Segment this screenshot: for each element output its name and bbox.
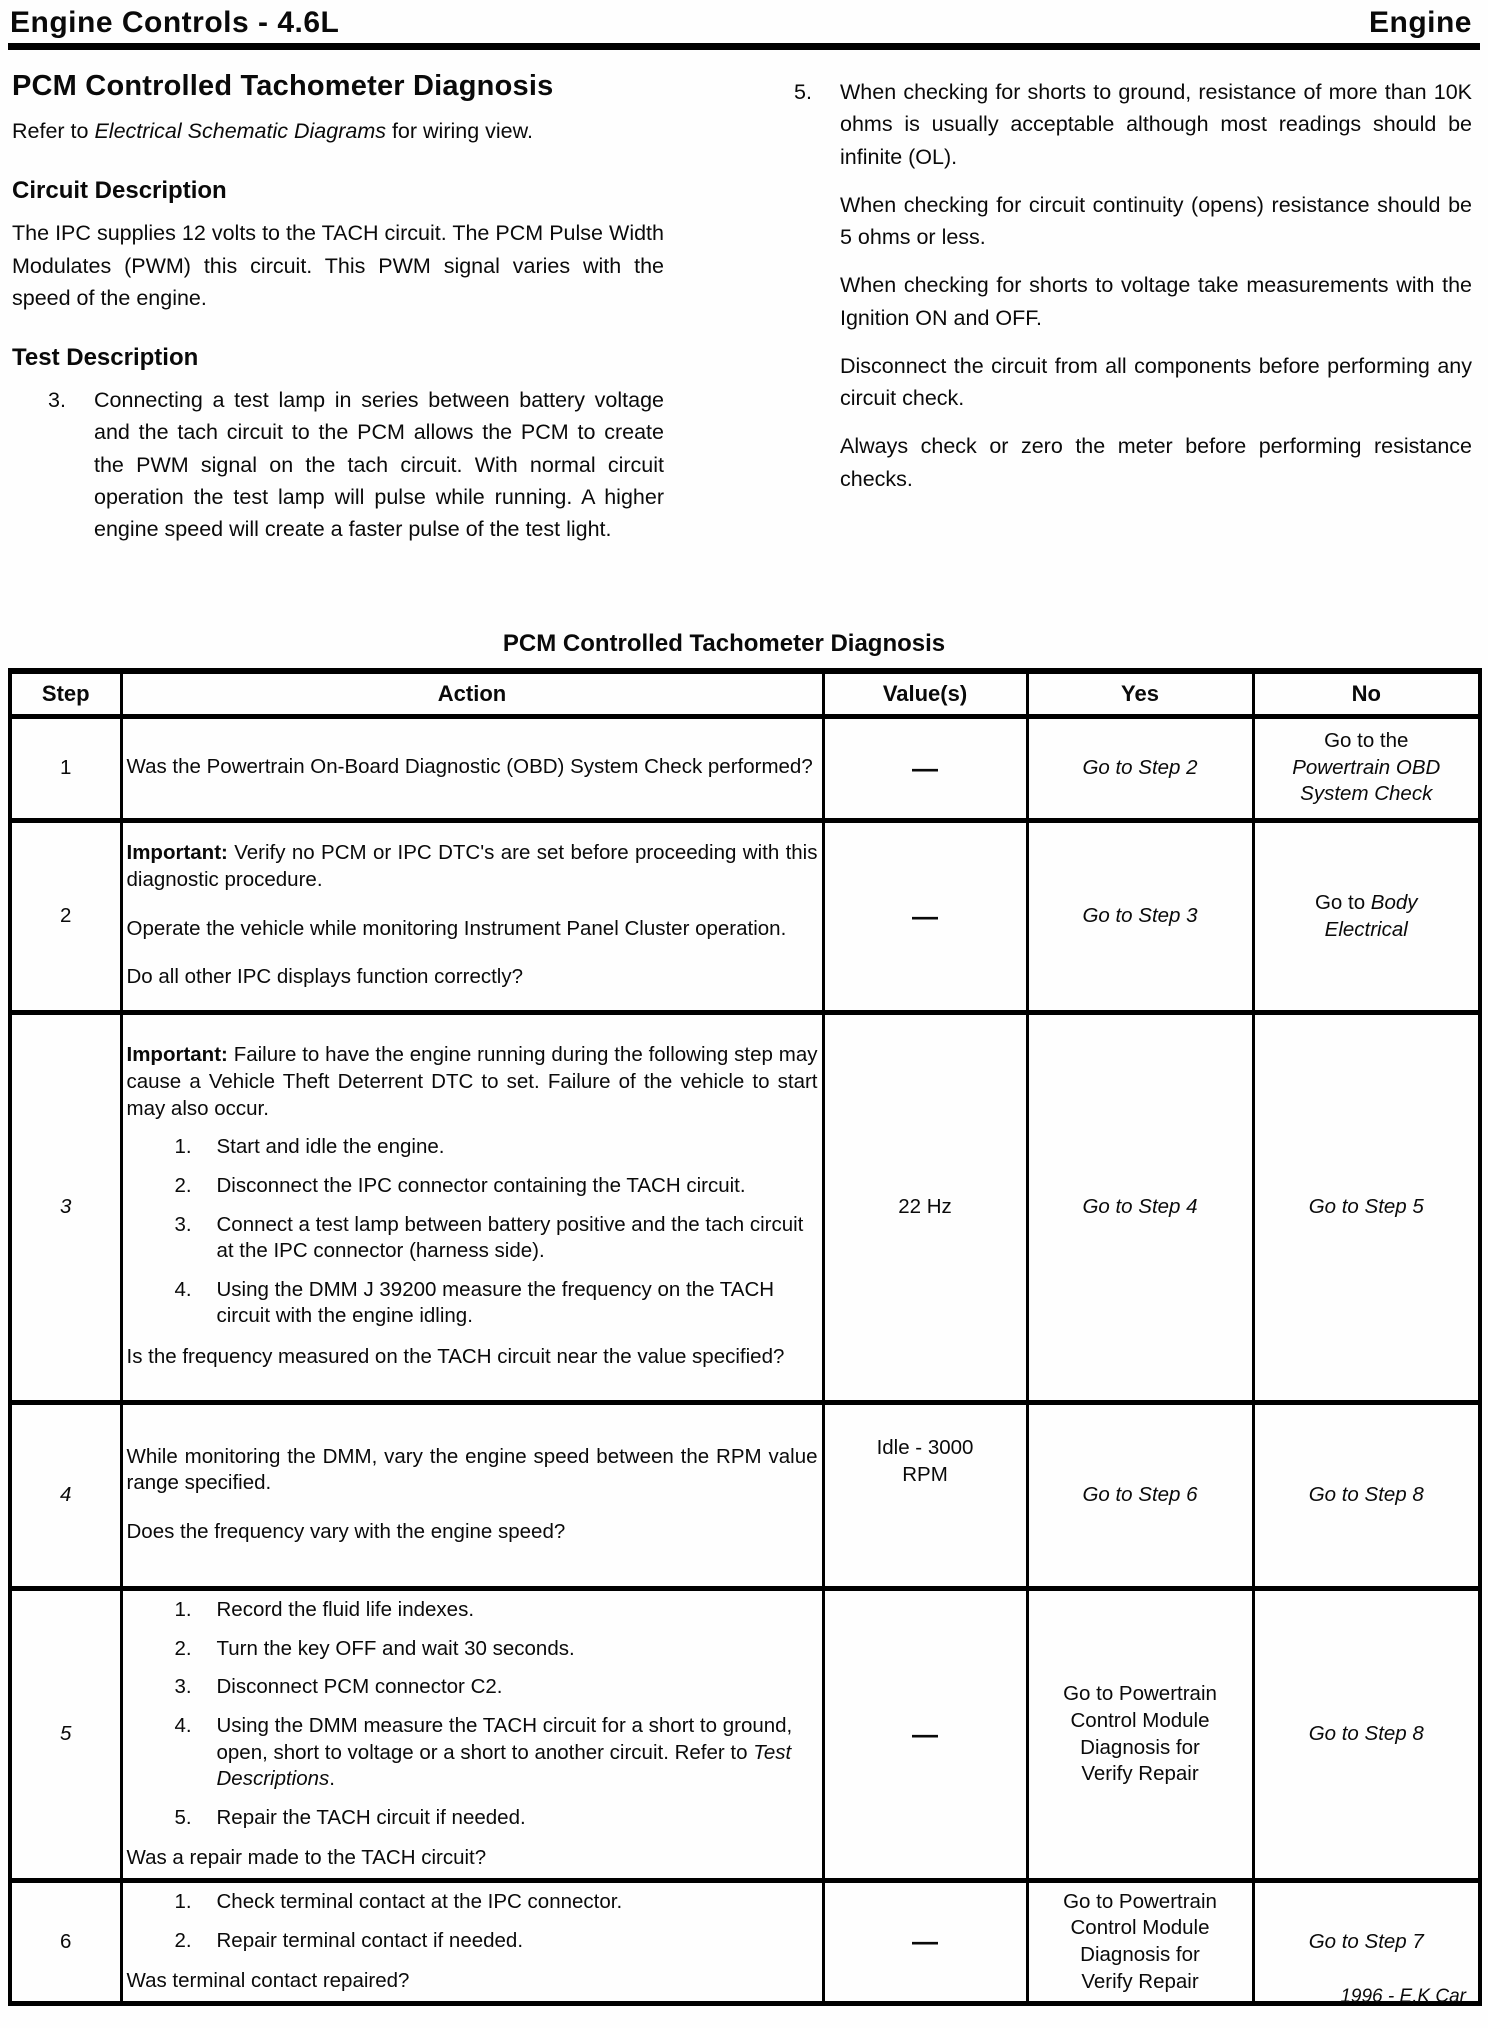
cell-step: 3 bbox=[10, 1013, 121, 1403]
table-row-step-4 bbox=[10, 1403, 1480, 1589]
goto-pre: Go to bbox=[1314, 890, 1371, 914]
intro-pre: Refer to bbox=[12, 119, 95, 143]
important-text: Verify no PCM or IPC DTC's are set before proceeding with this diagnostic procedure. bbox=[126, 841, 818, 891]
cell-yes bbox=[1027, 821, 1253, 1013]
action-question: Was the Powertrain On-Board Diagnostic (OBD) System Check performed? bbox=[126, 755, 813, 779]
list-number: 3. bbox=[174, 1675, 192, 1699]
list-number: 2. bbox=[174, 1928, 192, 1952]
notes-paragraphs bbox=[840, 76, 1472, 511]
page-header-left-title: Engine Controls - 4.6L bbox=[10, 6, 340, 39]
list-number: 3. bbox=[174, 1212, 192, 1236]
list-number: 4. bbox=[174, 1713, 192, 1737]
cell-value bbox=[823, 1881, 1027, 2004]
goto-line: Verify Repair bbox=[1081, 1969, 1199, 1993]
action-list-item bbox=[175, 1277, 818, 1330]
cell-yes bbox=[1027, 1013, 1253, 1403]
action-list-item bbox=[175, 1636, 818, 1663]
table-header-row bbox=[10, 671, 1480, 717]
cell-value bbox=[823, 1589, 1027, 1881]
cell-no bbox=[1253, 1013, 1480, 1403]
article-columns bbox=[0, 50, 1488, 610]
goto-destination: Body Electrical bbox=[1324, 890, 1418, 941]
value-line: RPM bbox=[902, 1462, 948, 1486]
goto-line: Go to Powertrain bbox=[1063, 1682, 1217, 1706]
goto-link: Go to Step 5 bbox=[1308, 1195, 1424, 1219]
page-header bbox=[0, 0, 1488, 40]
article-left-column bbox=[12, 62, 664, 610]
cell-action bbox=[121, 717, 823, 821]
goto-line: Verify Repair bbox=[1081, 1762, 1199, 1786]
goto-line: Powertrain OBD bbox=[1292, 755, 1441, 779]
cell-step: 5 bbox=[10, 1589, 121, 1881]
important-label: Important: bbox=[126, 841, 228, 865]
table-row-step-5 bbox=[10, 1589, 1480, 1881]
cell-step: 1 bbox=[10, 717, 121, 821]
notes-item-5 bbox=[794, 76, 1472, 511]
cell-yes bbox=[1027, 1881, 1253, 2004]
action-paragraph: Operate the vehicle while monitoring Instrument Panel Cluster operation. bbox=[126, 916, 787, 940]
action-list-item bbox=[175, 1713, 818, 1793]
list-text: Turn the key OFF and wait 30 seconds. bbox=[216, 1636, 575, 1660]
col-header-values: Value(s) bbox=[823, 671, 1027, 717]
cell-value bbox=[823, 1403, 1027, 1589]
cell-action bbox=[121, 821, 823, 1013]
action-list-item bbox=[175, 1597, 818, 1624]
list-text: Disconnect PCM connector C2. bbox=[216, 1675, 503, 1699]
list-number: 2. bbox=[174, 1636, 192, 1660]
goto-line: Diagnosis for bbox=[1080, 1943, 1200, 1967]
goto-line: Control Module bbox=[1070, 1708, 1210, 1732]
value-dash: — bbox=[912, 1718, 938, 1749]
page-header-right-title: Engine bbox=[1368, 6, 1472, 39]
goto-link: Go to Step 6 bbox=[1082, 1483, 1198, 1507]
col-header-step: Step bbox=[10, 671, 121, 717]
list-number: 1. bbox=[174, 1890, 192, 1914]
test-description-heading: Test Description bbox=[12, 344, 199, 371]
action-question: Was terminal contact repaired? bbox=[126, 1969, 410, 1993]
list-text: Repair terminal contact if needed. bbox=[216, 1928, 524, 1952]
table-row-step-1 bbox=[10, 717, 1480, 821]
cell-action bbox=[121, 1403, 823, 1589]
circuit-description-heading: Circuit Description bbox=[12, 177, 227, 205]
cell-no bbox=[1253, 1403, 1480, 1589]
action-list-item bbox=[175, 1674, 818, 1701]
list-number: 5. bbox=[174, 1805, 192, 1829]
action-question: Does the frequency vary with the engine speed? bbox=[126, 1519, 566, 1543]
cell-no bbox=[1253, 821, 1480, 1013]
value-dash: — bbox=[912, 900, 938, 931]
action-question: Do all other IPC displays function correctly? bbox=[126, 965, 524, 989]
cell-action bbox=[121, 1589, 823, 1881]
page-footer: 1996 - E,K Car bbox=[1340, 1986, 1466, 2007]
goto-line: System Check bbox=[1300, 782, 1433, 806]
value-dash: — bbox=[912, 752, 938, 783]
article-right-column bbox=[772, 62, 1472, 610]
cell-step: 2 bbox=[10, 821, 121, 1013]
col-header-yes: Yes bbox=[1027, 671, 1253, 717]
goto-link: Go to Step 4 bbox=[1082, 1195, 1198, 1219]
value-line: Idle - 3000 bbox=[876, 1436, 974, 1459]
action-paragraph bbox=[127, 1042, 818, 1122]
important-label: Important: bbox=[126, 1043, 228, 1067]
list-text-pre: Using the DMM measure the TACH circuit for a short to ground, open, short to voltage or a short to another circuit. Refer to bbox=[216, 1713, 793, 1764]
action-list-item bbox=[175, 1173, 818, 1200]
test-item-text: Connecting a test lamp in series between battery voltage and the tach circuit to the PCM allows the PCM to create the PWM signal on the tach circuit. With normal circuit operation the test lamp will pulse while running. A higher engine speed will create a faster pulse of the test light. bbox=[94, 388, 664, 541]
goto-link: Go to Step 7 bbox=[1308, 1929, 1424, 1953]
list-text-post: . bbox=[329, 1767, 335, 1791]
list-text bbox=[217, 1713, 818, 1793]
cell-yes bbox=[1027, 717, 1253, 821]
list-text: Disconnect the IPC connector containing the TACH circuit. bbox=[216, 1173, 746, 1197]
table-row-step-2 bbox=[10, 821, 1480, 1013]
cell-step: 6 bbox=[10, 1881, 121, 2004]
circuit-description-body: The IPC supplies 12 volts to the TACH circuit. The PCM Pulse Width Modulates (PWM) this circuit. This PWM signal varies with the speed of the engine. bbox=[12, 221, 664, 310]
cell-yes bbox=[1027, 1589, 1253, 1881]
list-text: Connect a test lamp between battery positive and the tach circuit at the IPC connector (harness side). bbox=[216, 1212, 804, 1263]
list-text: Using the DMM J 39200 measure the frequency on the TACH circuit with the engine idling. bbox=[216, 1277, 775, 1328]
goto-line: Control Module bbox=[1070, 1916, 1210, 1940]
action-paragraph: While monitoring the DMM, vary the engine speed between the RPM value range specified. bbox=[126, 1444, 818, 1495]
action-list-item bbox=[175, 1805, 818, 1832]
goto-link: Go to Step 8 bbox=[1308, 1483, 1424, 1507]
list-text: Start and idle the engine. bbox=[216, 1135, 445, 1159]
list-number: 2. bbox=[174, 1173, 192, 1197]
action-list-item bbox=[175, 1134, 818, 1161]
list-text: Check terminal contact at the IPC connector. bbox=[216, 1890, 623, 1914]
list-text: Record the fluid life indexes. bbox=[216, 1598, 475, 1621]
list-text: Repair the TACH circuit if needed. bbox=[216, 1805, 526, 1829]
notes-item-number: 5. bbox=[794, 80, 812, 104]
table-row-step-3 bbox=[10, 1013, 1480, 1403]
cell-no bbox=[1253, 717, 1480, 821]
diagnosis-table bbox=[8, 668, 1482, 2006]
goto-line: Go to the bbox=[1324, 729, 1409, 752]
cell-action bbox=[121, 1013, 823, 1403]
cell-step: 4 bbox=[10, 1403, 121, 1589]
list-number: 4. bbox=[174, 1277, 192, 1301]
cell-value bbox=[823, 717, 1027, 821]
action-question: Was a repair made to the TACH circuit? bbox=[126, 1846, 487, 1870]
goto-line: Diagnosis for bbox=[1080, 1735, 1200, 1759]
cell-yes bbox=[1027, 1403, 1253, 1589]
test-item-number: 3. bbox=[48, 388, 66, 412]
goto-link: Go to Step 3 bbox=[1082, 904, 1198, 928]
action-paragraph bbox=[127, 840, 818, 893]
header-rule bbox=[8, 43, 1480, 50]
goto-link: Go to Step 2 bbox=[1082, 756, 1198, 780]
intro-reference: Electrical Schematic Diagrams bbox=[94, 119, 386, 143]
cell-no bbox=[1253, 1589, 1480, 1881]
note-paragraph: When checking for shorts to voltage take measurements with the Ignition ON and OFF. bbox=[840, 273, 1472, 330]
col-header-no: No bbox=[1253, 671, 1480, 717]
action-list-item bbox=[175, 1889, 818, 1916]
article-title: PCM Controlled Tachometer Diagnosis bbox=[12, 70, 554, 102]
list-number: 1. bbox=[174, 1598, 192, 1621]
list-number: 1. bbox=[174, 1135, 192, 1159]
goto-link: Go to Step 8 bbox=[1308, 1722, 1424, 1746]
cell-action bbox=[121, 1881, 823, 2004]
action-list-item bbox=[175, 1212, 818, 1265]
table-row-step-6 bbox=[10, 1881, 1480, 2004]
value-dash: — bbox=[912, 1926, 938, 1957]
important-text: Failure to have the engine running during the following step may cause a Vehicle Theft Deterrent DTC to set. Failure of the vehicle to start may also occur. bbox=[126, 1043, 818, 1120]
cell-value bbox=[823, 1013, 1027, 1403]
intro-post: for wiring view. bbox=[385, 119, 533, 143]
goto-link bbox=[1301, 890, 1431, 943]
cell-value bbox=[823, 821, 1027, 1013]
action-question: Is the frequency measured on the TACH circuit near the value specified? bbox=[126, 1345, 785, 1369]
goto-line: Go to Powertrain bbox=[1063, 1889, 1217, 1913]
diagnosis-table-title: PCM Controlled Tachometer Diagnosis bbox=[502, 630, 946, 657]
test-description-item-3 bbox=[48, 384, 664, 551]
note-paragraph: When checking for shorts to ground, resistance of more than 10K ohms is usually acceptable although most readings should be infinite (OL). bbox=[840, 80, 1472, 169]
note-paragraph: When checking for circuit continuity (opens) resistance should be 5 ohms or less. bbox=[840, 192, 1472, 249]
col-header-action: Action bbox=[121, 671, 823, 717]
note-paragraph: Disconnect the circuit from all components before performing any circuit check. bbox=[840, 353, 1472, 410]
note-paragraph: Always check or zero the meter before performing resistance checks. bbox=[840, 434, 1472, 491]
list-text-reference: Test Descriptions bbox=[216, 1740, 792, 1791]
action-list-item bbox=[175, 1928, 818, 1955]
intro-paragraph bbox=[12, 115, 664, 147]
value-text: 22 Hz bbox=[898, 1195, 952, 1219]
